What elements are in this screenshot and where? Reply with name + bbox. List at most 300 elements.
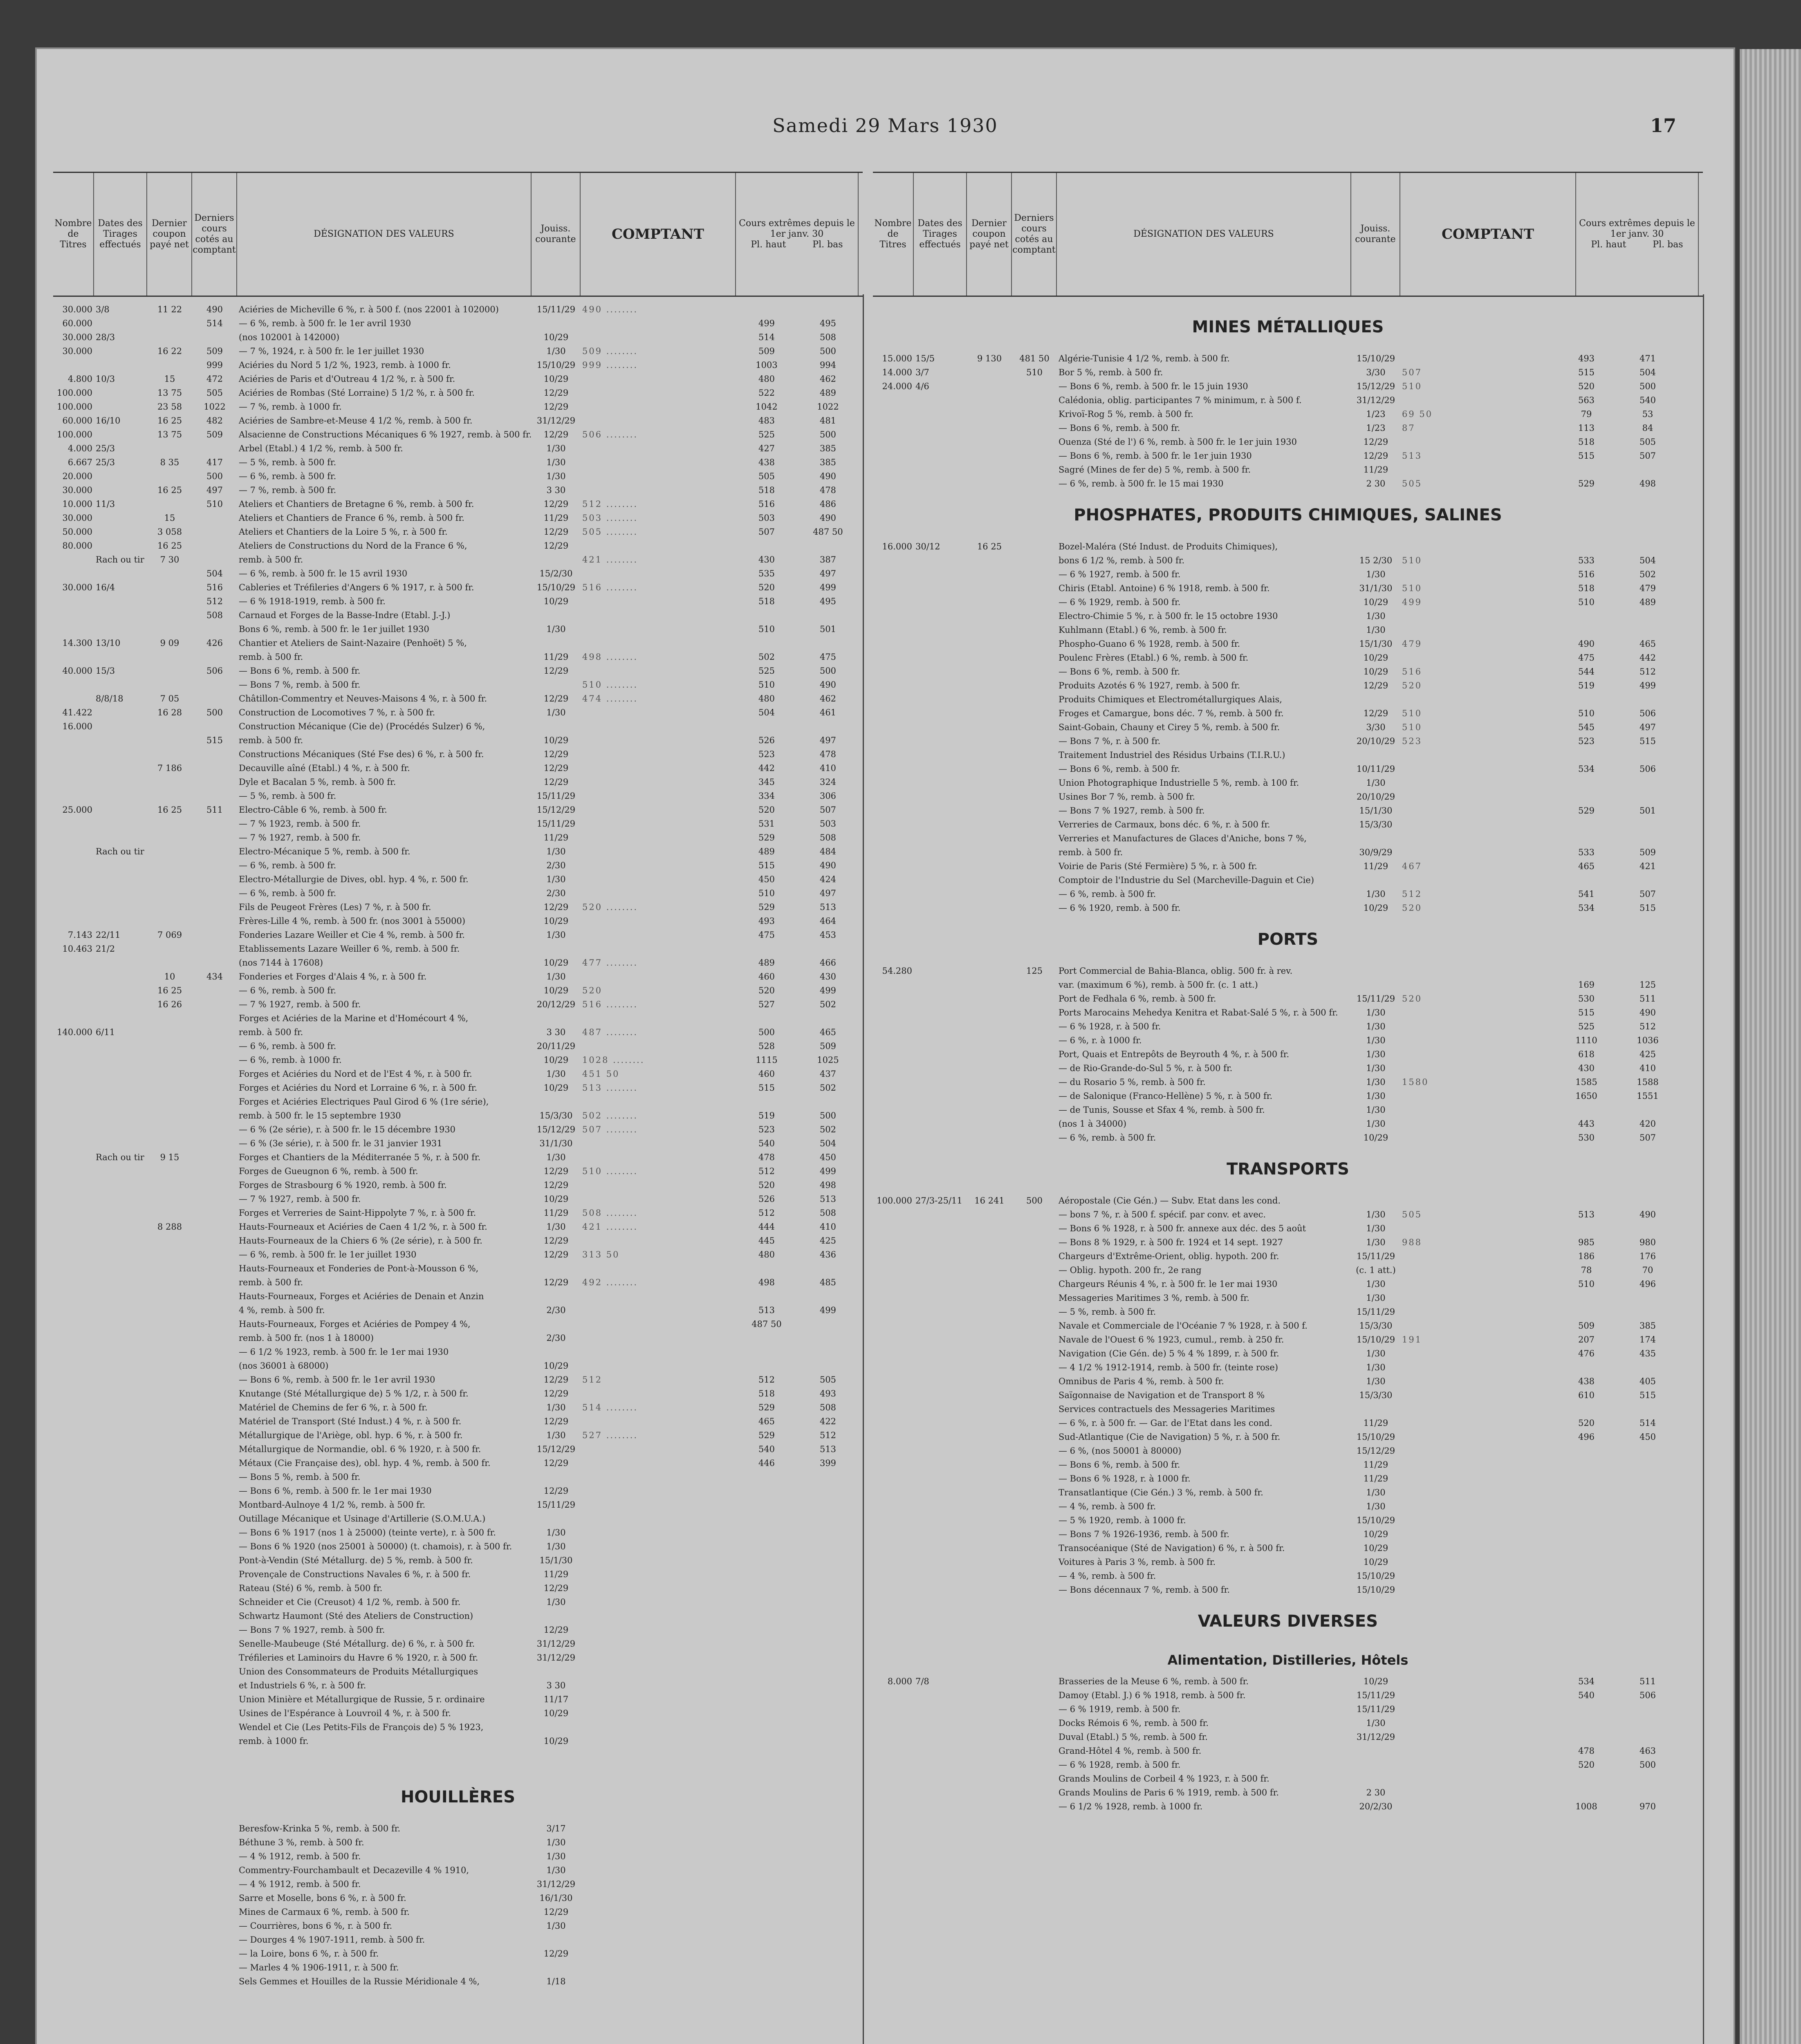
cell-designation: — 6 %, remb. à 500 fr.	[239, 888, 336, 898]
cell-plus-haut: 519	[1578, 681, 1595, 690]
cell-comptant: 505	[1402, 479, 1422, 489]
cell-plus-haut: 512	[758, 1208, 775, 1218]
cell-jouissance: 12/29	[543, 1907, 569, 1917]
cell-plus-bas: 70	[1642, 1265, 1653, 1275]
header-extremes-label: Cours extrêmes depuis le 1er janv. 30	[739, 218, 855, 239]
header-dates: Dates des Tirages effectués	[94, 173, 147, 296]
cell-jouissance: 1/30	[1366, 1502, 1386, 1511]
table-row	[873, 540, 1703, 554]
cell-plus-haut: 1650	[1575, 1091, 1597, 1101]
cell-cours: 509	[206, 430, 223, 439]
cell-comptant: 510 ........	[582, 680, 638, 690]
cell-designation: remb. à 500 fr.	[1059, 847, 1123, 857]
cell-titres: 140.000	[57, 1027, 92, 1037]
table-row	[873, 1800, 1703, 1813]
cell-jouissance: 31/12/29	[536, 1653, 576, 1663]
cell-designation: — 6 %, remb. à 500 fr.	[1059, 889, 1156, 899]
cell-designation: Senelle-Maubeuge (Sté Métallurg. de) 6 %, r. à 500 fr.	[239, 1639, 475, 1649]
table-row	[53, 1609, 863, 1623]
cell-plus-haut: 509	[1578, 1321, 1595, 1331]
cell-plus-haut: 493	[758, 916, 775, 926]
cell-tirages: 15/5	[915, 354, 935, 363]
table-row	[873, 1499, 1703, 1513]
cell-comptant: 509 ........	[582, 346, 638, 356]
cell-plus-bas: 489	[1639, 597, 1656, 607]
cell-jouissance: 12/29	[543, 1416, 569, 1426]
cell-designation: Union des Consommateurs de Produits Métallurgiques	[239, 1667, 478, 1676]
table-row	[873, 748, 1703, 762]
cell-designation: — Oblig. hypoth. 200 fr., 2e rang	[1059, 1265, 1202, 1275]
cell-jouissance: 12/29	[543, 1236, 569, 1246]
table-row	[873, 804, 1703, 818]
cell-plus-haut: 529	[1578, 479, 1595, 489]
cell-designation: — 4 1/2 % 1912-1914, remb. à 500 fr. (teinte rose)	[1059, 1363, 1278, 1372]
table-row	[53, 845, 863, 858]
table-row	[53, 1359, 863, 1373]
cell-coupon: 7 30	[160, 555, 179, 565]
cell-designation: Sud-Atlantique (Cie de Navigation) 5 %, r. à 500 fr.	[1059, 1432, 1281, 1442]
table-row	[873, 720, 1703, 734]
cell-jouissance: 2/30	[546, 1305, 566, 1315]
cell-jouissance: 1/30	[546, 346, 566, 356]
cell-plus-bas: 508	[819, 833, 837, 843]
table-row	[53, 1734, 863, 1748]
cell-cours: 497	[206, 485, 223, 495]
cell-designation: — Bons 6 %, remb. à 500 fr. le 1er mai 1930	[239, 1486, 432, 1496]
cell-jouissance: 1/30	[546, 1528, 566, 1537]
cell-designation: — 6 % 1929, remb. à 500 fr.	[1059, 597, 1181, 607]
cell-designation: Forges et Chantiers de la Méditerranée 5 %, r. à 500 fr.	[239, 1152, 481, 1162]
cell-plus-haut: 518	[758, 1389, 775, 1399]
cell-comptant: 505	[1402, 1210, 1422, 1219]
cell-jouissance: 12/29	[1363, 708, 1388, 718]
cell-jouissance: 10/11/29	[1356, 764, 1395, 774]
cell-plus-haut: 530	[1578, 994, 1595, 1004]
cell-designation: Aéropostale (Cie Gén.) — Subv. Etat dans les cond.	[1059, 1196, 1281, 1206]
cell-titres: 15.000	[882, 354, 912, 363]
cell-designation: Forges et Aciéries de la Marine et d'Homécourt 4 %,	[239, 1013, 469, 1023]
cell-plus-haut: 534	[1578, 903, 1595, 913]
cell-plus-bas: 497	[819, 569, 837, 578]
cell-plus-bas: 504	[819, 1139, 837, 1148]
cell-jouissance: (c. 1 att.)	[1356, 1265, 1396, 1275]
cell-designation: Métallurgique de l'Ariège, obl. hyp. 6 %, r. à 500 fr.	[239, 1430, 463, 1440]
cell-designation: — Bons 7 % 1927, remb. à 500 fr.	[239, 1625, 385, 1635]
cell-jouissance: 1/30	[546, 1152, 566, 1162]
cell-comptant: 520	[1402, 994, 1422, 1004]
cell-designation: — 6 % 1927, remb. à 500 fr.	[1059, 569, 1181, 579]
cell-plus-haut: 520	[1578, 1760, 1595, 1770]
cell-comptant: 506 ........	[582, 430, 638, 439]
cell-designation: — 6 %, remb. à 500 fr. le 1er juillet 1930	[239, 1250, 417, 1260]
cell-plus-bas: 502	[1639, 569, 1656, 579]
cell-designation: Bons 6 %, remb. à 500 fr. le 1er juillet 1930	[239, 624, 429, 634]
cell-jouissance: 1/30	[1366, 1035, 1386, 1045]
cell-plus-bas: 461	[819, 708, 837, 717]
cell-designation: remb. à 500 fr.	[239, 1027, 303, 1037]
cell-designation: — 7 % 1927, remb. à 500 fr.	[239, 1000, 361, 1009]
cell-plus-haut: 528	[758, 1041, 775, 1051]
table-row	[53, 1220, 863, 1234]
cell-plus-haut: 529	[758, 902, 775, 912]
cell-comptant: 516	[1402, 667, 1422, 677]
cell-designation: Forges et Aciéries du Nord et de l'Est 4 %, r. à 500 fr.	[239, 1069, 472, 1079]
cell-plus-bas: 405	[1639, 1376, 1656, 1386]
table-row	[53, 817, 863, 831]
table-row	[53, 886, 863, 900]
cell-plus-bas: 487 50	[813, 527, 843, 537]
cell-designation: — de Salonique (Franco-Hellène) 5 %, r. à 500 fr.	[1059, 1091, 1273, 1101]
cell-designation: Port, Quais et Entrepôts de Beyrouth 4 %, r. à 500 fr.	[1059, 1049, 1290, 1059]
cell-plus-haut: 540	[758, 1444, 775, 1454]
cell-jouissance: 2/30	[546, 861, 566, 870]
cell-jouissance: 1/30	[1366, 1077, 1386, 1087]
cell-jouissance: 10/29	[543, 374, 569, 384]
cell-plus-haut: 505	[758, 471, 775, 481]
cell-plus-haut: 526	[758, 735, 775, 745]
cell-comptant: 510	[1402, 583, 1422, 593]
table-row	[53, 984, 863, 997]
cell-cours: 509	[206, 346, 223, 356]
cell-designation: Ouenza (Sté de l') 6 %, remb. à 500 fr. le 1er juin 1930	[1059, 437, 1297, 447]
cell-plus-bas: 385	[819, 457, 837, 467]
cell-designation: var. (maximum 6 %), remb. à 500 fr. (c. 1 att.)	[1059, 980, 1258, 990]
cell-tirages: 8/8/18	[96, 694, 123, 704]
cell-jouissance: 15/10/29	[1356, 1515, 1395, 1525]
table-row	[53, 678, 863, 692]
table-row	[53, 483, 863, 497]
cell-plus-haut: 540	[758, 1139, 775, 1148]
cell-plus-haut: 510	[1578, 708, 1595, 718]
cell-plus-bas: 499	[819, 1305, 837, 1315]
cell-plus-haut: 541	[1578, 889, 1595, 899]
section-title: PORTS	[1257, 930, 1319, 949]
cell-plus-haut: 113	[1578, 423, 1595, 433]
cell-comptant: 510	[1402, 556, 1422, 565]
table-row	[53, 928, 863, 942]
cell-jouissance: 12/29	[543, 1583, 569, 1593]
table-row	[873, 379, 1703, 393]
cell-plus-bas: 53	[1642, 409, 1653, 419]
cell-designation: Voitures à Paris 3 %, remb. à 500 fr.	[1059, 1557, 1216, 1567]
cell-comptant: 527 ........	[582, 1430, 638, 1440]
table-row	[53, 1595, 863, 1609]
cell-designation: Transatlantique (Cie Gén.) 3 %, remb. à 500 fr.	[1059, 1488, 1263, 1497]
cell-designation: Ateliers et Chantiers de France 6 %, remb. à 500 fr.	[239, 513, 464, 523]
cell-comptant: 513 ........	[582, 1083, 638, 1093]
cell-cours: 500	[1026, 1196, 1043, 1206]
cell-plus-bas: 540	[1639, 395, 1656, 405]
cell-plus-bas: 513	[819, 1194, 837, 1204]
cell-plus-bas: 507	[1639, 451, 1656, 461]
cell-designation: Ateliers et Chantiers de Bretagne 6 %, remb. à 500 fr.	[239, 499, 474, 509]
cell-designation: — 4 % 1912, remb. à 500 fr.	[239, 1879, 361, 1889]
table-row	[53, 1164, 863, 1178]
cell-designation: Decauville aîné (Etabl.) 4 %, r. à 500 fr.	[239, 763, 410, 773]
table-row	[53, 1526, 863, 1540]
cell-jouissance: 1/30	[1366, 1008, 1386, 1018]
table-row	[873, 1075, 1703, 1089]
cell-jouissance: 12/29	[543, 527, 569, 537]
table-row	[873, 1033, 1703, 1047]
cell-designation: Hauts-Fourneaux, Forges et Aciéries de Denain et Anzin	[239, 1291, 484, 1301]
cell-designation: — 6 %, remb. à 500 fr.	[239, 471, 336, 481]
section-title: TRANSPORTS	[1227, 1160, 1349, 1179]
table-row	[873, 1744, 1703, 1758]
cell-jouissance: 15/3/30	[1359, 1321, 1393, 1331]
cell-comptant: 523	[1402, 736, 1422, 746]
cell-plus-bas: 980	[1639, 1237, 1656, 1247]
table-row	[53, 1919, 863, 1933]
table-row	[873, 567, 1703, 581]
cell-plus-haut: 438	[758, 457, 775, 467]
table-row	[873, 1374, 1703, 1388]
cell-jouissance: 10/29	[1363, 1133, 1388, 1143]
cell-plus-bas: 515	[1639, 736, 1656, 746]
table-row	[873, 1430, 1703, 1444]
cell-designation: Calédonia, oblig. participantes 7 % minimum, r. à 500 f.	[1059, 395, 1302, 405]
cell-designation: remb. à 500 fr.	[239, 735, 303, 745]
cell-cours: 999	[206, 360, 223, 370]
page-number: 17	[1650, 114, 1676, 137]
cell-designation: Métaux (Cie Française des), obl. hyp. 4 %, remb. à 500 fr.	[239, 1458, 491, 1468]
table-row	[53, 1178, 863, 1192]
cell-designation: Comptoir de l'Industrie du Sel (Marcheville-Daguin et Cie)	[1059, 875, 1314, 885]
cell-plus-haut: 610	[1578, 1390, 1595, 1400]
cell-plus-bas: 509	[819, 1041, 837, 1051]
cell-designation: Bor 5 %, remb. à 500 fr.	[1059, 368, 1163, 377]
cell-jouissance: 2/30	[546, 888, 566, 898]
cell-comptant: 467	[1402, 861, 1422, 871]
cell-plus-bas: 505	[819, 1375, 837, 1385]
table-row	[53, 1679, 863, 1692]
cell-jouissance: 12/29	[543, 1458, 569, 1468]
table-row	[873, 1117, 1703, 1131]
table-row	[53, 539, 863, 553]
cell-designation: — 6 % 1918-1919, remb. à 500 fr.	[239, 596, 386, 606]
table-row	[53, 831, 863, 845]
cell-plus-bas: 425	[819, 1236, 837, 1246]
cell-tirages: 15/3	[96, 666, 115, 676]
cell-comptant: 510	[1402, 708, 1422, 718]
cell-titres: 6.667	[67, 457, 92, 467]
cell-plus-bas: 501	[819, 624, 837, 634]
cell-coupon: 9 15	[160, 1152, 179, 1162]
table-row	[873, 1103, 1703, 1117]
cell-designation: Docks Rémois 6 %, remb. à 500 fr.	[1059, 1718, 1209, 1728]
cell-tirages: 6/11	[96, 1027, 115, 1037]
cell-jouissance: 1/30	[546, 874, 566, 884]
cell-plus-bas: 174	[1639, 1335, 1656, 1345]
cell-jouissance: 1/30	[1366, 625, 1386, 635]
cell-plus-haut: 460	[758, 1069, 775, 1079]
cell-plus-haut: 478	[758, 1152, 775, 1162]
table-row	[53, 511, 863, 525]
cell-jouissance: 1/30	[546, 1921, 566, 1931]
cell-jouissance: 1/30	[1366, 611, 1386, 621]
cell-plus-haut: 507	[758, 527, 775, 537]
cell-designation: Dyle et Bacalan 5 %, remb. à 500 fr.	[239, 777, 396, 787]
cell-tirages: 11/3	[96, 499, 115, 509]
cell-designation: Alsacienne de Constructions Mécaniques 6 % 1927, remb. à 500 fr.	[239, 430, 532, 439]
cell-jouissance: 15/10/29	[1356, 1585, 1395, 1595]
cell-tirages: Rach ou tir	[96, 555, 144, 565]
cell-jouissance: 15/12/29	[1356, 1446, 1395, 1456]
cell-titres: 25.000	[62, 805, 92, 815]
table-row	[53, 664, 863, 678]
cell-plus-bas: 475	[819, 652, 837, 662]
cell-titres: 10.463	[62, 944, 92, 954]
cell-designation: — 7 %, remb. à 500 fr.	[239, 485, 336, 495]
header-cours: Derniers cours cotés au comptant	[1012, 173, 1057, 296]
table-row	[873, 1541, 1703, 1555]
right-column	[873, 294, 1704, 2044]
cell-titres: 24.000	[882, 381, 912, 391]
cell-plus-haut: 510	[758, 680, 775, 690]
cell-jouissance: 3/17	[546, 1824, 566, 1833]
cell-designation: — Bons 6 % 1928, r. à 500 fr. annexe aux déc. des 5 août	[1059, 1224, 1306, 1233]
table-row	[873, 581, 1703, 595]
cell-designation: — 6 %, r. à 500 fr. — Gar. de l'Etat dans les cond.	[1059, 1418, 1272, 1428]
cell-designation: (nos 36001 à 68000)	[239, 1361, 329, 1371]
cell-plus-haut: 515	[1578, 451, 1595, 461]
header-nombre: Nombre de Titres	[53, 173, 94, 296]
table-row	[53, 1373, 863, 1387]
cell-jouissance: 12/29	[543, 388, 569, 398]
cell-designation: — 6 %, remb. à 500 fr.	[239, 986, 336, 995]
cell-plus-haut: 442	[758, 763, 775, 773]
table-row	[53, 344, 863, 358]
cell-comptant: 479	[1402, 639, 1422, 649]
cell-plus-bas: 515	[1639, 1390, 1656, 1400]
cell-plus-bas: 399	[819, 1458, 837, 1468]
cell-plus-haut: 1110	[1575, 1035, 1597, 1045]
cell-plus-haut: 515	[1578, 1008, 1595, 1018]
cell-jouissance: 15/1/30	[539, 1555, 573, 1565]
cell-coupon: 16 25	[977, 542, 1002, 551]
table-row	[873, 1006, 1703, 1020]
cell-designation: (nos 7144 à 17608)	[239, 958, 323, 968]
cell-plus-haut: 618	[1578, 1049, 1595, 1059]
cell-plus-bas: 176	[1639, 1251, 1656, 1261]
header-plus-bas: Pl. bas	[812, 240, 843, 250]
cell-plus-haut: 446	[758, 1458, 775, 1468]
cell-comptant: 508 ........	[582, 1208, 638, 1218]
cell-cours: 482	[206, 416, 223, 426]
table-row	[873, 1194, 1703, 1208]
table-row	[873, 1583, 1703, 1597]
cell-designation: remb. à 500 fr.	[239, 652, 303, 662]
cell-cours: 510	[1026, 368, 1043, 377]
table-row	[873, 1416, 1703, 1430]
table-row	[53, 1863, 863, 1877]
cell-comptant: 507	[1402, 368, 1422, 377]
cell-jouissance: 1/30	[546, 1597, 566, 1607]
cell-designation: — Dourges 4 % 1907-1911, remb. à 500 fr.	[239, 1935, 425, 1945]
cell-jouissance: 3 30	[546, 1027, 566, 1037]
cell-designation: — de Tunis, Sousse et Sfax 4 %, remb. à 500 fr.	[1059, 1105, 1265, 1115]
cell-plus-haut: 460	[758, 972, 775, 982]
cell-plus-bas: 387	[819, 555, 837, 565]
cell-designation: Sagré (Mines de fer de) 5 %, remb. à 500 fr.	[1059, 465, 1251, 475]
cell-plus-bas: 508	[819, 1208, 837, 1218]
cell-designation: — Bons décennaux 7 %, remb. à 500 fr.	[1059, 1585, 1230, 1595]
cell-titres: 10.000	[62, 499, 92, 509]
cell-jouissance: 1/30	[1366, 1049, 1386, 1059]
cell-plus-bas: 478	[819, 749, 837, 759]
cell-tirages: 16/10	[96, 416, 121, 426]
cell-coupon: 11 22	[157, 305, 182, 314]
cell-titres: 40.000	[62, 666, 92, 676]
cell-jouissance: 1/30	[546, 1403, 566, 1412]
table-row	[53, 1150, 863, 1164]
cell-plus-bas: 436	[819, 1250, 837, 1260]
cell-plus-bas: 504	[1639, 368, 1656, 377]
cell-designation: Usines Bor 7 %, remb. à 500 fr.	[1059, 792, 1195, 802]
cell-comptant: 999 ........	[582, 360, 638, 370]
cell-plus-haut: 169	[1578, 980, 1595, 990]
right-rows	[873, 303, 1703, 1813]
cell-plus-haut: 489	[758, 847, 775, 856]
table-row	[53, 1081, 863, 1095]
cell-jouissance: 12/29	[543, 763, 569, 773]
cell-plus-haut: 480	[758, 694, 775, 704]
cell-tirages: 28/3	[96, 332, 115, 342]
table-row	[53, 1331, 863, 1345]
cell-jouissance: 10/29	[543, 1708, 569, 1718]
table-row	[53, 914, 863, 928]
section-subtitle: Alimentation, Distilleries, Hôtels	[1167, 1652, 1409, 1668]
cell-plus-haut: 520	[1578, 381, 1595, 391]
cell-plus-haut: 519	[758, 1111, 775, 1121]
cell-coupon: 16 25	[157, 986, 182, 995]
cell-designation: Grands Moulins de Paris 6 % 1919, remb. à 500 fr.	[1059, 1788, 1279, 1797]
cell-jouissance: 3 30	[546, 485, 566, 495]
cell-designation: — 6 % 1920, remb. à 500 fr.	[1059, 903, 1181, 913]
cell-plus-bas: 500	[819, 346, 837, 356]
cell-jouissance: 1/18	[546, 1977, 566, 1986]
header-extremes	[736, 173, 859, 296]
cell-titres: 8.000	[887, 1676, 912, 1686]
cell-designation: Chantier et Ateliers de Saint-Nazaire (Penhoët) 5 %,	[239, 638, 467, 648]
header-nombre: Nombre de Titres	[873, 173, 914, 296]
cell-plus-haut: 545	[1578, 722, 1595, 732]
cell-comptant: 1028 ........	[582, 1055, 645, 1065]
cell-plus-haut: 430	[1578, 1063, 1595, 1073]
table-row	[53, 1053, 863, 1067]
table-row	[53, 1428, 863, 1442]
cell-plus-bas: 500	[819, 430, 837, 439]
table-row	[873, 1569, 1703, 1583]
cell-coupon: 13 75	[157, 430, 182, 439]
cell-plus-haut: 430	[758, 555, 775, 565]
cell-plus-haut: 526	[758, 1194, 775, 1204]
table-row	[53, 803, 863, 817]
cell-designation: — 6 % (2e série), r. à 500 fr. le 15 décembre 1930	[239, 1125, 456, 1134]
cell-comptant: 507 ........	[582, 1125, 638, 1134]
cell-designation: Port de Fedhala 6 %, remb. à 500 fr.	[1059, 994, 1216, 1004]
cell-designation: — 6 %, remb. à 500 fr. le 15 mai 1930	[1059, 479, 1224, 489]
cell-designation: — 6 %, remb. à 500 fr. le 1er avril 1930	[239, 318, 411, 328]
cell-designation: Omnibus de Paris 4 %, remb. à 500 fr.	[1059, 1376, 1224, 1386]
cell-jouissance: 12/29	[543, 1375, 569, 1385]
table-row	[53, 900, 863, 914]
cell-plus-bas: 462	[819, 374, 837, 384]
cell-jouissance: 15/12/29	[536, 805, 576, 815]
table-row	[53, 636, 863, 650]
cell-comptant: 513	[1402, 451, 1422, 461]
cell-designation: Chargeurs Réunis 4 %, r. à 500 fr. le 1er mai 1930	[1059, 1279, 1278, 1289]
